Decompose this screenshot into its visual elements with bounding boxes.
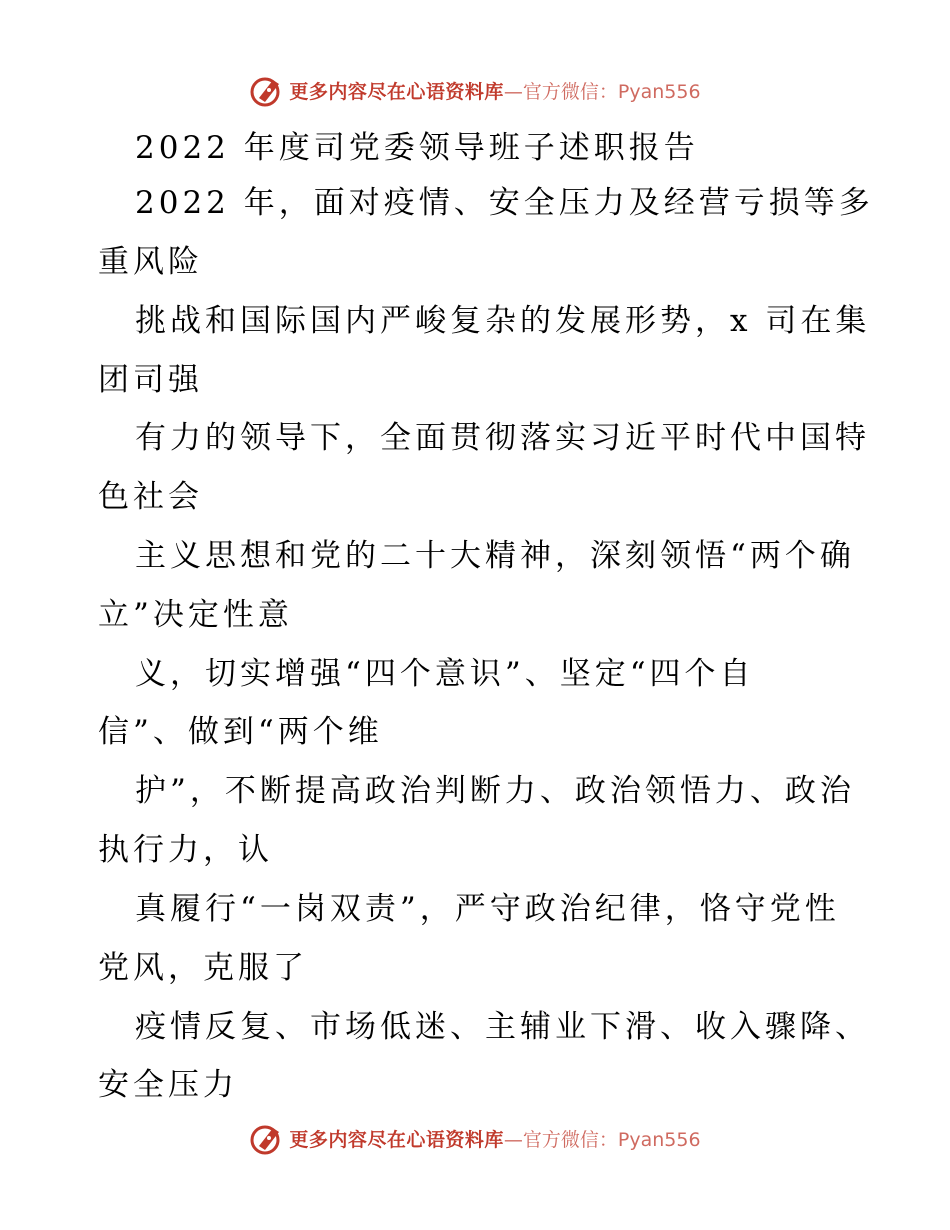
paragraph-line: 护”，不断提高政治判断力、政治领悟力、政治 [135,773,855,809]
banner-main-text: 更多内容尽在心语资料库 [289,80,504,103]
banner-main-text: 更多内容尽在心语资料库 [289,1128,504,1151]
pen-nib-logo-icon [249,72,285,108]
paragraph-line: 2022 年，面对疫情、安全压力及经营亏损等多 [135,185,874,221]
paragraph-line: 重风险 [98,244,203,280]
paragraph-line: 挑战和国际国内严峻复杂的发展形势，x 司在集 [135,303,871,339]
document-title: 2022 年度司党委领导班子述职报告 [135,130,699,166]
paragraph-line: 执行力，认 [98,832,273,868]
paragraph-line: 有力的领导下，全面贯彻落实习近平时代中国特 [135,420,870,456]
paragraph-line: 主义思想和党的二十大精神，深刻领悟“两个确 [135,538,855,574]
paragraph-line: 信”、做到“两个维 [98,714,383,750]
paragraph-line: 疫情反复、市场低迷、主辅业下滑、收入骤降、 [135,1009,870,1045]
paragraph-line: 义，切实增强“四个意识”、坚定“四个自 [135,656,755,692]
paragraph-line: 团司强 [98,362,203,398]
paragraph-line: 党风，克服了 [98,950,308,986]
banner-sub-text: —官方微信：Pyan556 [503,1128,701,1151]
footer-banner [0,1118,950,1158]
paragraph-line: 真履行“一岗双责”，严守政治纪律，恪守党性 [135,891,840,927]
paragraph-line: 色社会 [98,479,203,515]
paragraph-line: 立”决定性意 [98,597,293,633]
pen-nib-logo-icon [249,1120,285,1156]
header-banner [0,70,950,110]
banner-sub-text: —官方微信：Pyan556 [503,80,701,103]
paragraph-line: 安全压力 [98,1067,238,1103]
